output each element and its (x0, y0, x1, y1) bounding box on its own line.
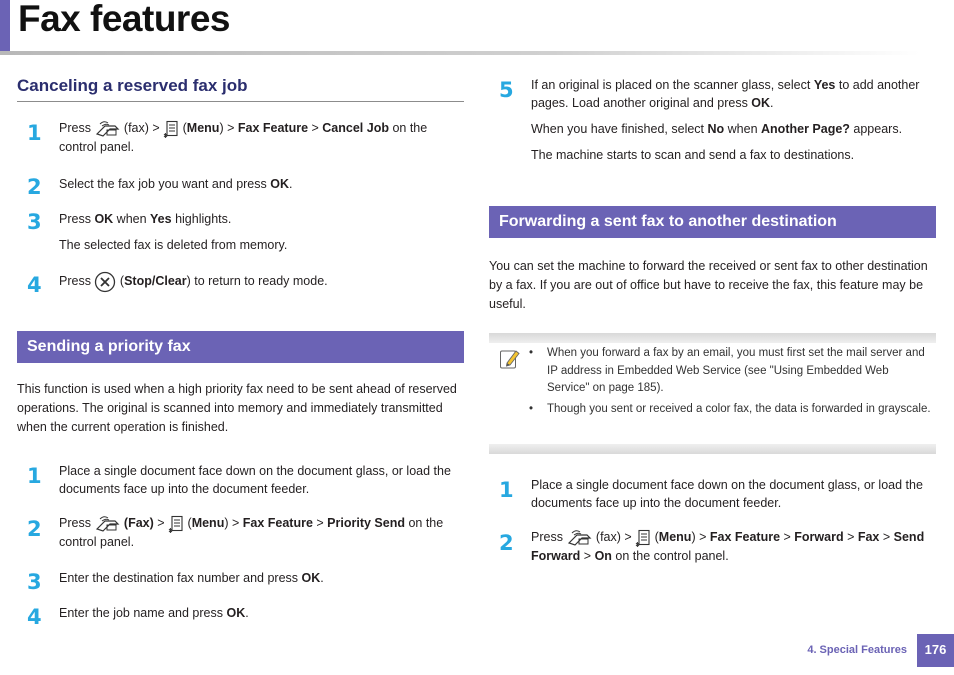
fax-icon (94, 120, 120, 138)
priority-step-3: Enter the destination fax number and press OK. (59, 571, 324, 585)
step-number: 1 (27, 121, 42, 145)
cancel-step-4: Press (Stop/Clear) to return to ready mode. (59, 270, 464, 293)
menu-icon (163, 120, 179, 138)
note-box (489, 333, 936, 454)
cancel-step-1: Press (fax) > (Menu) > Fax Feature > Cancel Job on the control panel. (59, 121, 428, 154)
priority-step-1: Place a single document face down on the document glass, or load the documents face up into the document feeder. (59, 464, 451, 496)
step-number: 1 (499, 478, 514, 502)
priority-step-5-result: The machine starts to scan and send a fax to destinations. (531, 148, 855, 162)
title-accent-bar (0, 0, 10, 52)
step-number: 3 (27, 570, 42, 594)
section-band-forward: Forwarding a sent fax to another destination (489, 206, 936, 238)
step-number: 5 (499, 78, 514, 102)
step-number: 2 (27, 517, 42, 541)
step-number: 3 (27, 210, 42, 234)
note-item: • When you forward a fax by an email, you must first set the mail server and IP address in Embedded Web Service (see "Using Embedded Web Service" on page 185). (529, 347, 925, 394)
section-band-priority: Sending a priority fax (17, 331, 464, 363)
cancel-step-2: Select the fax job you want and press OK. (59, 177, 293, 191)
step-number: 4 (27, 605, 42, 629)
cancel-step-3-result: The selected fax is deleted from memory. (59, 238, 288, 252)
step-number: 2 (499, 531, 514, 555)
forward-intro: You can set the machine to forward the received or sent fax to other destination by a fax. If you are out of office but have to receive the fax, this feature may be useful. (489, 259, 928, 311)
forward-step-2: Press (fax) > (Menu) > Fax Feature > Forward > Fax > Send Forward > On on the control panel. (531, 530, 925, 563)
step-number: 1 (27, 464, 42, 488)
step-number: 2 (27, 175, 42, 199)
step-number: 4 (27, 273, 42, 297)
fax-icon (566, 529, 592, 547)
forward-step-1: Place a single document face down on the document glass, or load the documents face up into the document feeder. (531, 478, 923, 510)
fax-icon (94, 515, 120, 533)
cancel-step-3: Press OK when Yes highlights. (59, 212, 232, 226)
menu-icon (635, 529, 651, 547)
priority-intro: This function is used when a high priority fax need to be sent ahead of reserved operations. The original is scanned into memory and immediately transmitted when the current operation is finished. (17, 382, 457, 434)
note-pencil-icon (499, 348, 521, 370)
stop-clear-icon (94, 271, 116, 293)
priority-step-5-finish: When you have finished, select No when Another Page? appears. (531, 122, 903, 136)
note-item: • Though you sent or received a color fax, the data is forwarded in grayscale. (529, 403, 931, 415)
title-rule (0, 51, 920, 55)
note-box-bottom (489, 444, 936, 454)
priority-step-4: Enter the job name and press OK. (59, 606, 249, 620)
priority-step-5: If an original is placed on the scanner glass, select Yes to add another pages. Load another original and press OK. (531, 78, 920, 110)
section-heading-cancel: Canceling a reserved fax job (17, 76, 248, 95)
page-title: Fax features (18, 0, 230, 39)
menu-icon (168, 515, 184, 533)
priority-step-2: Press (Fax) > (Menu) > Fax Feature > Priority Send on the control panel. (59, 516, 444, 549)
note-box-top (489, 333, 936, 343)
page-number: 176 (917, 634, 954, 667)
section-rule (17, 101, 464, 102)
footer-chapter: 4. Special Features (807, 644, 907, 656)
